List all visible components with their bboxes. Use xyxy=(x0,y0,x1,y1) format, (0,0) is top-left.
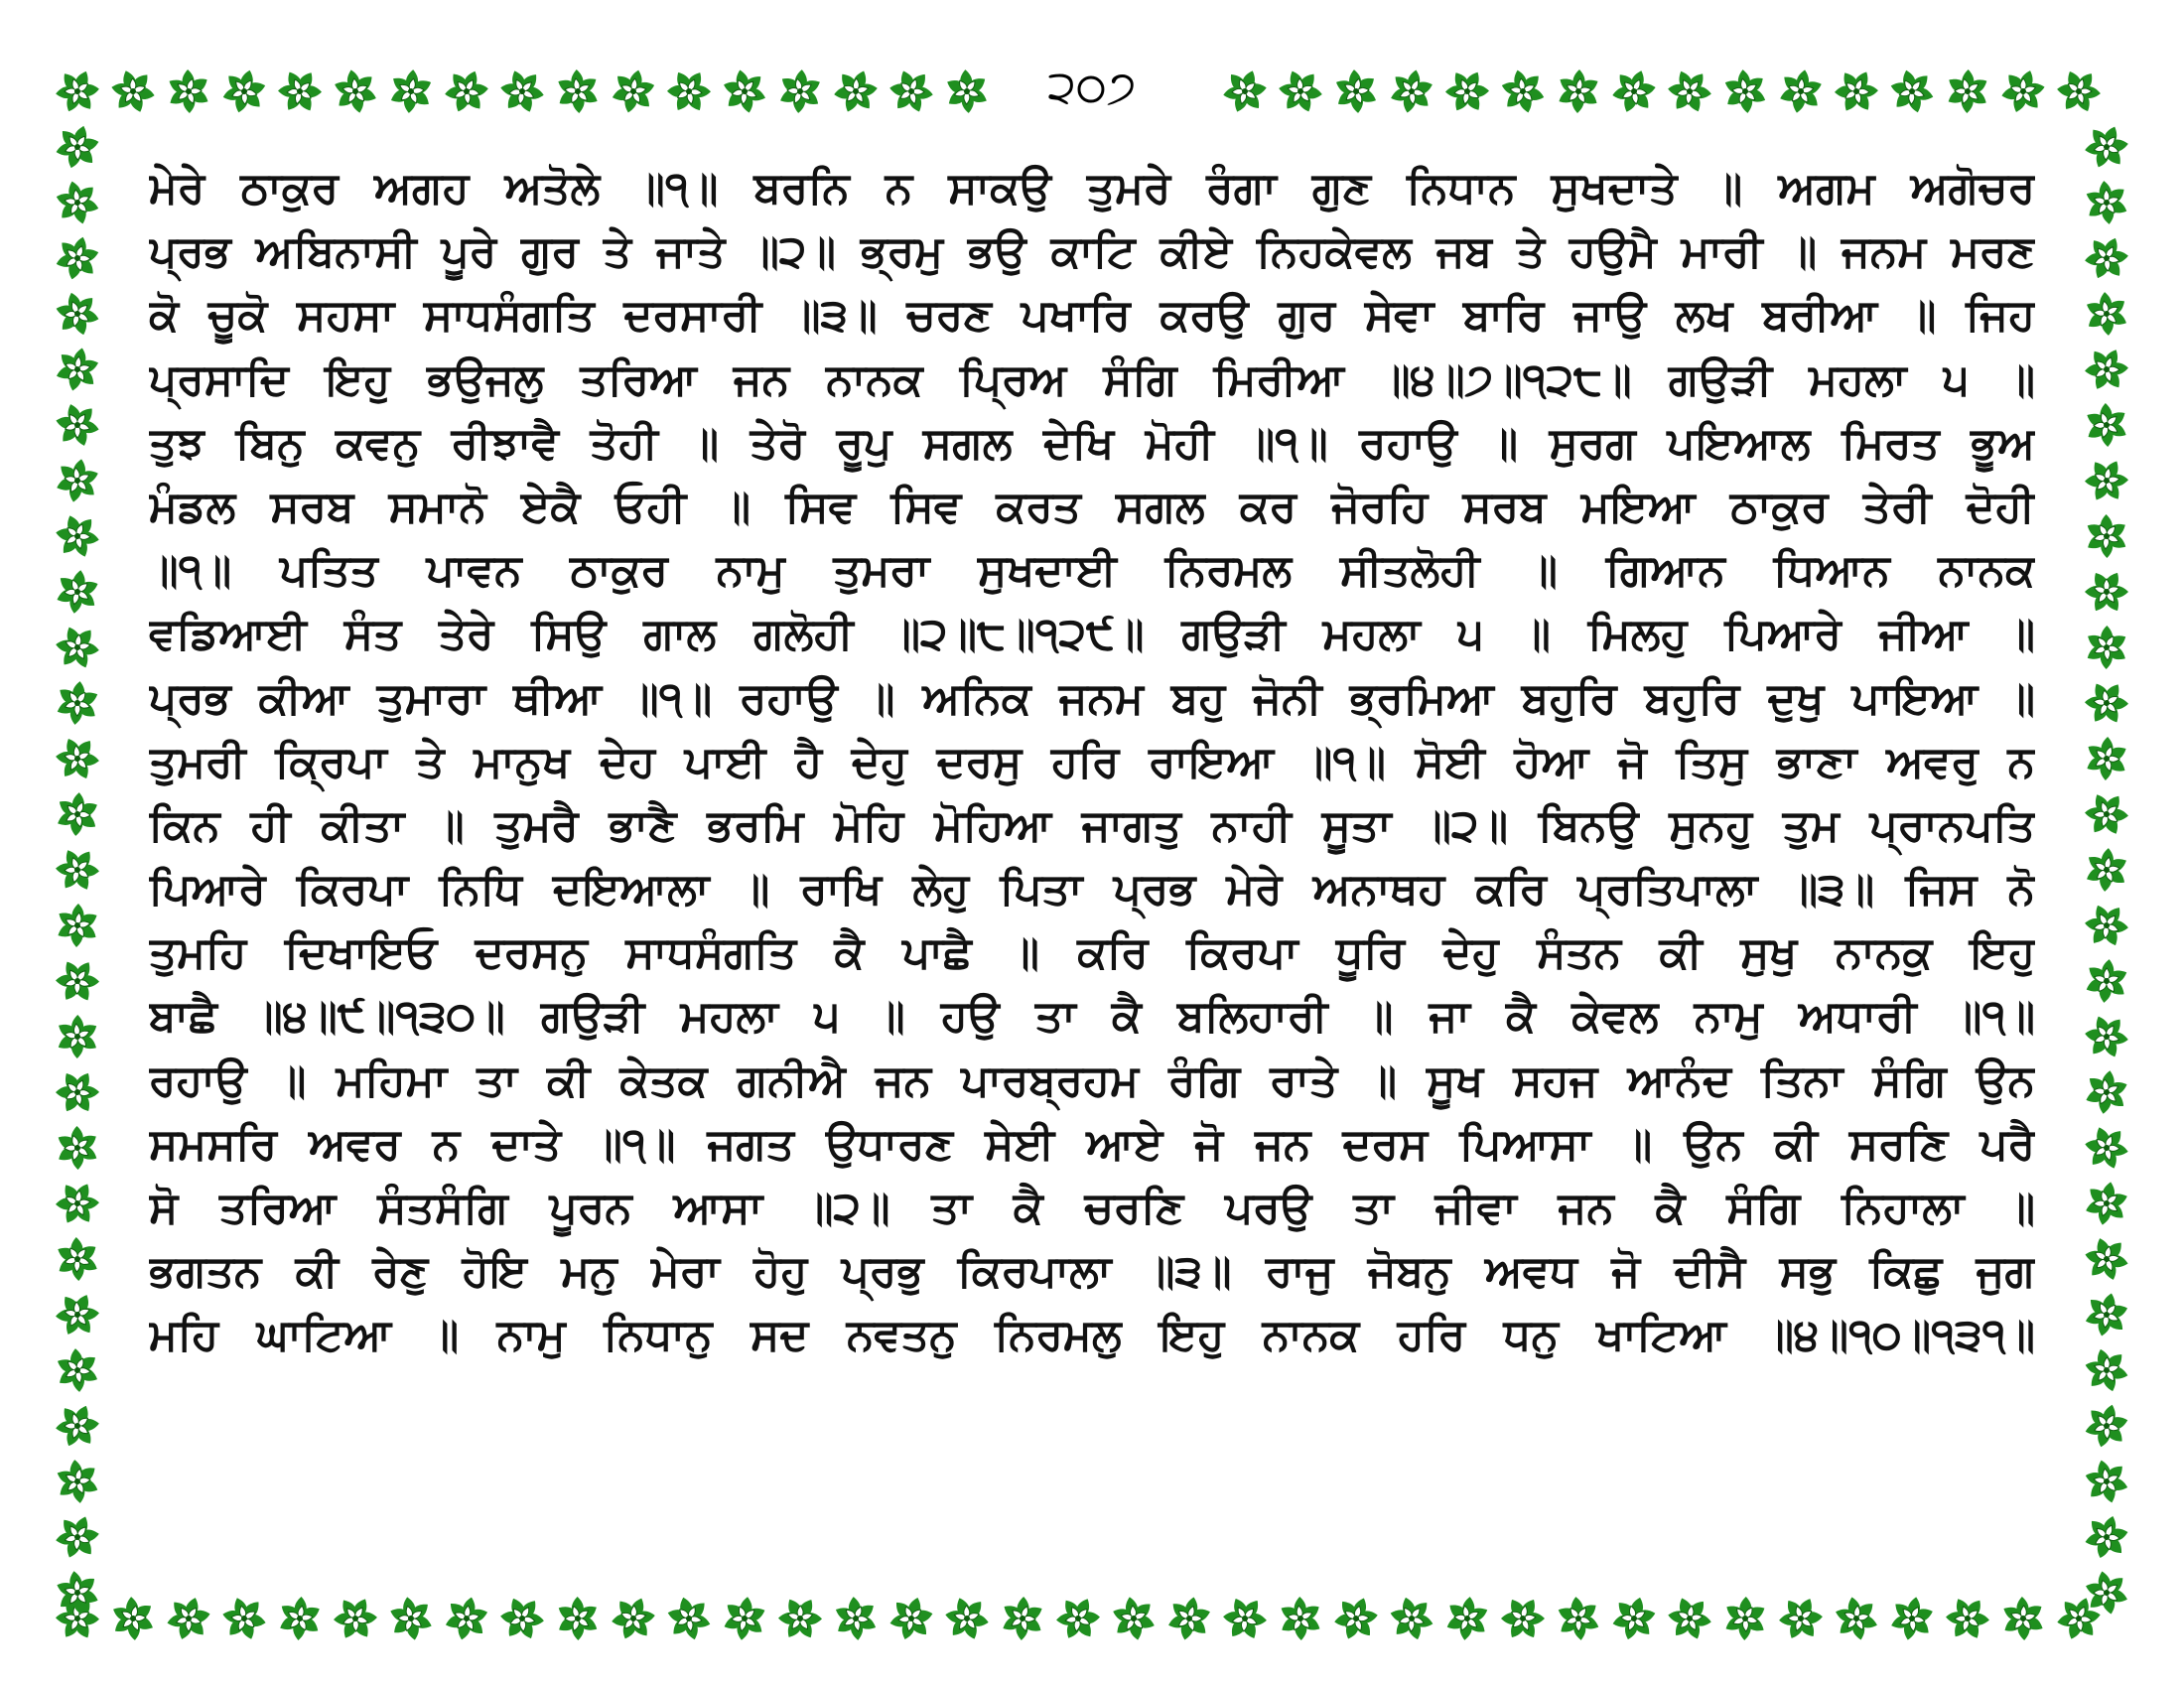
flower-ornament-icon xyxy=(936,1588,998,1649)
flower-ornament-icon xyxy=(1384,64,1439,119)
flower-ornament-icon xyxy=(48,1229,106,1288)
flower-ornament-icon xyxy=(2076,839,2136,900)
flower-ornament-icon xyxy=(548,1589,608,1648)
flower-ornament-icon xyxy=(1055,1595,1102,1641)
flower-ornament-icon xyxy=(1772,1590,1831,1648)
flower-ornament-icon xyxy=(1444,69,1489,113)
flower-ornament-icon xyxy=(55,1181,100,1226)
flower-ornament-icon xyxy=(49,619,106,675)
flower-ornament-icon xyxy=(48,896,108,956)
flower-ornament-icon xyxy=(436,61,497,122)
flower-ornament-icon xyxy=(2055,68,2103,115)
flower-ornament-icon xyxy=(714,61,775,122)
flower-ornament-icon xyxy=(2082,957,2130,1006)
flower-ornament-icon xyxy=(993,1589,1051,1647)
flower-ornament-icon xyxy=(1278,1596,1323,1640)
flower-ornament-icon xyxy=(714,1588,775,1649)
flower-ornament-icon xyxy=(831,67,881,116)
flower-ornament-icon xyxy=(159,62,219,122)
flower-ornament-icon xyxy=(2076,227,2137,289)
flower-ornament-icon xyxy=(555,69,602,114)
flower-ornament-icon xyxy=(218,1593,270,1644)
flower-ornament-icon xyxy=(52,344,104,396)
flower-ornament-icon xyxy=(609,1594,658,1643)
text-line: ਵਡਿਆਈ ਸੰਤ ਤੇਰੇ ਸਿਉ ਗਾਲ ਗਲੋਹੀ ॥੨॥੮॥੧੨੯॥ ਗਉੜੀ ਮਹਲਾ ੫ ॥ ਮਿਲਹੁ ਪਿਆਰੇ ਜੀਆ ॥ xyxy=(149,609,2035,660)
flower-ornament-icon xyxy=(2076,1339,2137,1401)
flower-ornament-icon xyxy=(662,1592,716,1645)
flower-ornament-icon xyxy=(2079,1231,2134,1287)
flower-ornament-icon xyxy=(54,1346,101,1394)
flower-ornament-icon xyxy=(47,1451,108,1512)
flower-ornament-icon xyxy=(884,1592,938,1646)
flower-ornament-icon xyxy=(1325,61,1386,121)
flower-ornament-icon xyxy=(1549,62,1609,122)
flower-ornament-icon xyxy=(1938,62,1997,121)
flower-ornament-icon xyxy=(659,62,719,121)
flower-ornament-icon xyxy=(1775,66,1826,116)
flower-ornament-icon xyxy=(1381,1588,1442,1649)
flower-ornament-icon xyxy=(1827,62,1885,120)
flower-ornament-icon xyxy=(47,394,108,456)
flower-ornament-icon xyxy=(1270,61,1331,122)
flower-ornament-icon xyxy=(2077,729,2135,787)
flower-ornament-icon xyxy=(607,65,659,117)
flower-ornament-icon xyxy=(328,64,383,119)
flower-ornament-icon xyxy=(1501,1597,1545,1640)
flower-ornament-icon xyxy=(2084,790,2130,837)
text-line: ॥੧॥ ਪਤਿਤ ਪਾਵਨ ਠਾਕੁਰ ਨਾਮੁ ਤੁਮਰਾ ਸੁਖਦਾਈ ਨਿਰਮਲ ਸੀਤਲੋਹੀ ॥ ਗਿਆਨ ਧਿਆਨ ਨਾਨਕ xyxy=(149,545,2035,597)
flower-ornament-icon xyxy=(277,69,322,113)
text-line: ਸੋ ਤਰਿਆ ਸੰਤਸੰਗਿ ਪੂਰਨ ਆਸਾ ॥੨॥ ਤਾ ਕੈ ਚਰਣਿ ਪਰਉ ਤਾ ਜੀਵਾ ਜਨ ਕੈ ਸੰਗਿ ਨਿਹਾਲਾ ॥ xyxy=(149,1183,2035,1233)
flower-ornament-icon xyxy=(54,679,102,728)
flower-ornament-icon xyxy=(2076,1173,2137,1234)
flower-ornament-icon xyxy=(217,65,271,118)
flower-ornament-icon xyxy=(49,1397,106,1455)
flower-ornament-icon xyxy=(47,561,108,623)
flower-ornament-icon xyxy=(1603,1588,1665,1649)
flower-ornament-icon xyxy=(832,1595,880,1642)
flower-ornament-icon xyxy=(2077,562,2136,622)
flower-ornament-icon xyxy=(1550,1590,1607,1647)
flower-ornament-icon xyxy=(1884,1591,1940,1646)
flower-ornament-icon xyxy=(2082,1122,2132,1173)
flower-ornament-icon xyxy=(1496,65,1550,118)
flower-ornament-icon xyxy=(1438,1590,1496,1647)
flower-ornament-icon xyxy=(2079,1064,2135,1121)
text-line: ਮਹਿ ਘਾਟਿਆ ॥ ਨਾਮੁ ਨਿਧਾਨੁ ਸਦ ਨਵਤਨੁ ਨਿਰਮਲੁ ਇਹੁ ਨਾਨਕ ਹਰਿ ਧਨੁ ਖਾਟਿਆ ॥੪॥੧੦॥੧੩੧॥ xyxy=(149,1310,2035,1361)
flower-ornament-icon xyxy=(887,67,936,116)
flower-ornament-icon xyxy=(102,1588,163,1648)
flower-ornament-icon xyxy=(2077,673,2137,734)
flower-ornament-icon xyxy=(1216,1590,1275,1648)
flower-ornament-icon xyxy=(53,511,103,562)
flower-ornament-icon xyxy=(1722,1596,1768,1641)
flower-ornament-icon xyxy=(47,227,108,289)
flower-ornament-icon xyxy=(1106,1591,1161,1646)
flower-ornament-icon xyxy=(1721,68,1770,116)
text-line: ਭਗਤਨ ਕੀ ਰੇਣੁ ਹੋਇ ਮਨੁ ਮੇਰਾ ਹੋਹੁ ਪ੍ਰਭੁ ਕਿਰਪਾਲਾ ॥੩॥ ਰਾਜੁ ਜੋਬਨੁ ਅਵਧ ਜੋ ਦੀਸੈ ਸਭੁ ਕਿਛੁ ਜੁਗ xyxy=(149,1246,2035,1298)
flower-ornament-icon xyxy=(49,63,106,120)
flower-ornament-icon xyxy=(2080,1455,2133,1508)
flower-ornament-icon xyxy=(2082,122,2131,172)
flower-ornament-icon xyxy=(2078,341,2136,399)
scripture-text-block xyxy=(149,157,2035,1368)
text-line: ਤੁਮਰੀ ਕ੍ਰਿਪਾ ਤੇ ਮਾਨੁਖ ਦੇਹ ਪਾਈ ਹੈ ਦੇਹੁ ਦਰਸੁ ਹਰਿ ਰਾਇਆ ॥੧॥ ਸੋਈ ਹੋਆ ਜੋ ਤਿਸੁ ਭਾਣਾ ਅਵਰੁ ਨ xyxy=(149,736,2035,787)
flower-ornament-icon xyxy=(2076,1506,2137,1568)
flower-ornament-icon xyxy=(494,64,551,120)
flower-ornament-icon xyxy=(49,785,107,844)
flower-ornament-icon xyxy=(1826,1588,1887,1649)
flower-ornament-icon xyxy=(2084,458,2129,503)
text-line: ਮੇਰੇ ਠਾਕੁਰ ਅਗਹ ਅਤੋਲੇ ॥੧॥ ਬਰਨਿ ਨ ਸਾਕਉ ਤੁਮਰੇ ਰੰਗਾ ਗੁਣ ਨਿਧਾਨ ਸੁਖਦਾਤੇ ॥ ਅਗਮ ਅਗੋਚਰ xyxy=(149,163,2035,213)
flower-ornament-icon xyxy=(2077,506,2136,566)
flower-ornament-icon xyxy=(48,951,107,1011)
flower-ornament-icon xyxy=(47,728,107,788)
flower-ornament-icon xyxy=(441,1593,493,1645)
flower-ornament-icon xyxy=(491,1588,553,1649)
flower-ornament-icon xyxy=(1328,1591,1385,1647)
flower-ornament-icon xyxy=(269,1588,330,1648)
flower-ornament-icon xyxy=(1603,61,1665,122)
flower-ornament-icon xyxy=(47,1284,107,1344)
flower-ornament-icon xyxy=(51,176,104,229)
flower-ornament-icon xyxy=(1881,61,1943,122)
flower-ornament-icon xyxy=(1997,66,2049,117)
flower-ornament-icon xyxy=(2083,290,2130,338)
flower-ornament-icon xyxy=(380,61,441,121)
flower-ornament-icon xyxy=(163,1593,214,1644)
flower-ornament-icon xyxy=(51,287,105,342)
flower-ornament-icon xyxy=(102,61,164,122)
flower-ornament-icon xyxy=(56,1015,100,1058)
flower-ornament-icon xyxy=(2081,1289,2133,1341)
flower-ornament-icon xyxy=(385,1594,436,1644)
text-line: ਕਿਨ ਹੀ ਕੀਤਾ ॥ ਤੁਮਰੈ ਭਾਣੈ ਭਰਮਿ ਮੋਹਿ ਮੋਹਿਆ ਜਾਗਤੁ ਨਾਹੀ ਸੂਤਾ ॥੨॥ ਬਿਨਉ ਸੁਨਹੁ ਤੁਮ ਪ੍ਰਾਨਪਤਿ xyxy=(149,799,2035,851)
flower-ornament-icon xyxy=(1159,1588,1220,1649)
text-line: ਪਿਆਰੇ ਕਿਰਪਾ ਨਿਧਿ ਦਇਆਲਾ ॥ ਰਾਖਿ ਲੇਹੁ ਪਿਤਾ ਪ੍ਰਭ ਮੇਰੇ ਅਨਾਥਹ ਕਰਿ ਪ੍ਰਤਿਪਾਲਾ ॥੩॥ ਜਿਸ ਨੋ xyxy=(149,864,2035,915)
flower-ornament-icon xyxy=(53,1512,102,1562)
flower-ornament-icon xyxy=(770,1589,830,1648)
text-line: ਤੁਝ ਬਿਨੁ ਕਵਨੁ ਰੀਝਾਵੈ ਤੋਹੀ ॥ ਤੇਰੋ ਰੂਪੁ ਸਗਲ ਦੇਖਿ ਮੋਹੀ ॥੧॥ ਰਹਾਉ ॥ ਸੁਰਗ ਪਇਆਲ ਮਿਰਤ ਭੂਅ xyxy=(149,417,2035,469)
text-line: ਪ੍ਰਸਾਦਿ ਇਹੁ ਭਉਜਲੁ ਤਰਿਆ ਜਨ ਨਾਨਕ ਪ੍ਰਿਅ ਸੰਗਿ ਮਿਰੀਆ ॥੪॥੭॥੧੨੮॥ ਗਉੜੀ ਮਹਲਾ ੫ ॥ xyxy=(149,353,2035,405)
text-line: ਤੁਮਹਿ ਦਿਖਾਇਓ ਦਰਸਨੁ ਸਾਧਸੰਗਤਿ ਕੈ ਪਾਛੈ ॥ ਕਰਿ ਕਿਰਪਾ ਧੂਰਿ ਦੇਹੁ ਸੰਤਨ ਕੀ ਸੁਖੁ ਨਾਨਕੁ ਇਹੁ xyxy=(149,927,2035,979)
flower-ornament-icon xyxy=(1945,1595,1991,1641)
text-line: ਪ੍ਰਭ ਅਬਿਨਾਸੀ ਪੂਰੇ ਗੁਰ ਤੇ ਜਾਤੇ ॥੨॥ ਭ੍ਰਮੁ ਭਉ ਕਾਟਿ ਕੀਏ ਨਿਹਕੇਵਲ ਜਬ ਤੇ ਹਉਮੈ ਮਾਰੀ ॥ ਜਨਮ ਮਰਣ xyxy=(149,226,2035,278)
text-line: ਮੰਡਲ ਸਰਬ ਸਮਾਨੋ ਏਕੈ ਓਹੀ ॥ ਸਿਵ ਸਿਵ ਕਰਤ ਸਗਲ ਕਰ ਜੋਰਹਿ ਸਰਬ ਮਇਆ ਠਾਕੁਰ ਤੇਰੀ ਦੋਹੀ xyxy=(149,481,2035,532)
flower-ornament-icon xyxy=(48,1062,107,1122)
flower-ornament-icon xyxy=(938,63,997,121)
page-number: ੨੦੭ xyxy=(993,52,1191,121)
flower-ornament-icon xyxy=(2085,626,2129,670)
flower-ornament-icon xyxy=(1217,64,1274,120)
flower-ornament-icon xyxy=(1993,1589,2052,1647)
flower-ornament-icon xyxy=(326,1589,386,1649)
flower-ornament-icon xyxy=(2076,1006,2137,1067)
text-line: ਕੋ ਚੂਕੋ ਸਹਸਾ ਸਾਧਸੰਗਤਿ ਦਰਸਾਰੀ ॥੩॥ ਚਰਣ ਪਖਾਰਿ ਕਰਉ ਗੁਰ ਸੇਵਾ ਬਾਰਿ ਜਾਉ ਲਖ ਬਰੀਆ ॥ ਜਿਹ xyxy=(149,290,2035,342)
text-line: ਸਮਸਰਿ ਅਵਰ ਨ ਦਾਤੇ ॥੧॥ ਜਗਤ ਉਧਾਰਣ ਸੇਈ ਆਏ ਜੋ ਜਨ ਦਰਸ ਪਿਆਸਾ ॥ ਉਨ ਕੀ ਸਰਣਿ ਪਰੈ xyxy=(149,1118,2035,1170)
flower-ornament-icon xyxy=(1662,1591,1718,1647)
flower-ornament-icon xyxy=(50,453,105,508)
flower-ornament-icon xyxy=(55,847,101,894)
flower-ornament-icon xyxy=(52,120,104,173)
text-line: ਰਹਾਉ ॥ ਮਹਿਮਾ ਤਾ ਕੀ ਕੇਤਕ ਗਨੀਐ ਜਨ ਪਾਰਬ੍ਰਹਮ ਰੰਗਿ ਰਾਤੇ ॥ ਸੂਖ ਸਹਜ ਆਨੰਦ ਤਿਨਾ ਸੰਗਿ ਉਨ xyxy=(149,1055,2035,1106)
flower-ornament-icon xyxy=(1661,63,1718,120)
text-line: ਬਾਛੈ ॥੪॥੯॥੧੩੦॥ ਗਉੜੀ ਮਹਲਾ ੫ ॥ ਹਉ ਤਾ ਕੈ ਬਲਿਹਾਰੀ ॥ ਜਾ ਕੈ ਕੇਵਲ ਨਾਮੁ ਅਧਾਰੀ ॥੧॥ xyxy=(149,991,2035,1043)
flower-ornament-icon xyxy=(2077,395,2137,456)
text-line: ਪ੍ਰਭ ਕੀਆ ਤੁਮਾਰਾ ਥੀਆ ॥੧॥ ਰਹਾਉ ॥ ਅਨਿਕ ਜਨਮ ਬਹੁ ਜੋਨੀ ਭ੍ਰਮਿਆ ਬਹੁਰਿ ਬਹੁਰਿ ਦੁਖੁ ਪਾਇਆ ॥ xyxy=(149,672,2035,724)
flower-ornament-icon xyxy=(2080,1399,2133,1453)
flower-ornament-icon xyxy=(771,63,830,121)
flower-ornament-icon xyxy=(2078,174,2135,231)
flower-ornament-icon xyxy=(48,1118,108,1179)
flower-ornament-icon xyxy=(2078,897,2135,954)
